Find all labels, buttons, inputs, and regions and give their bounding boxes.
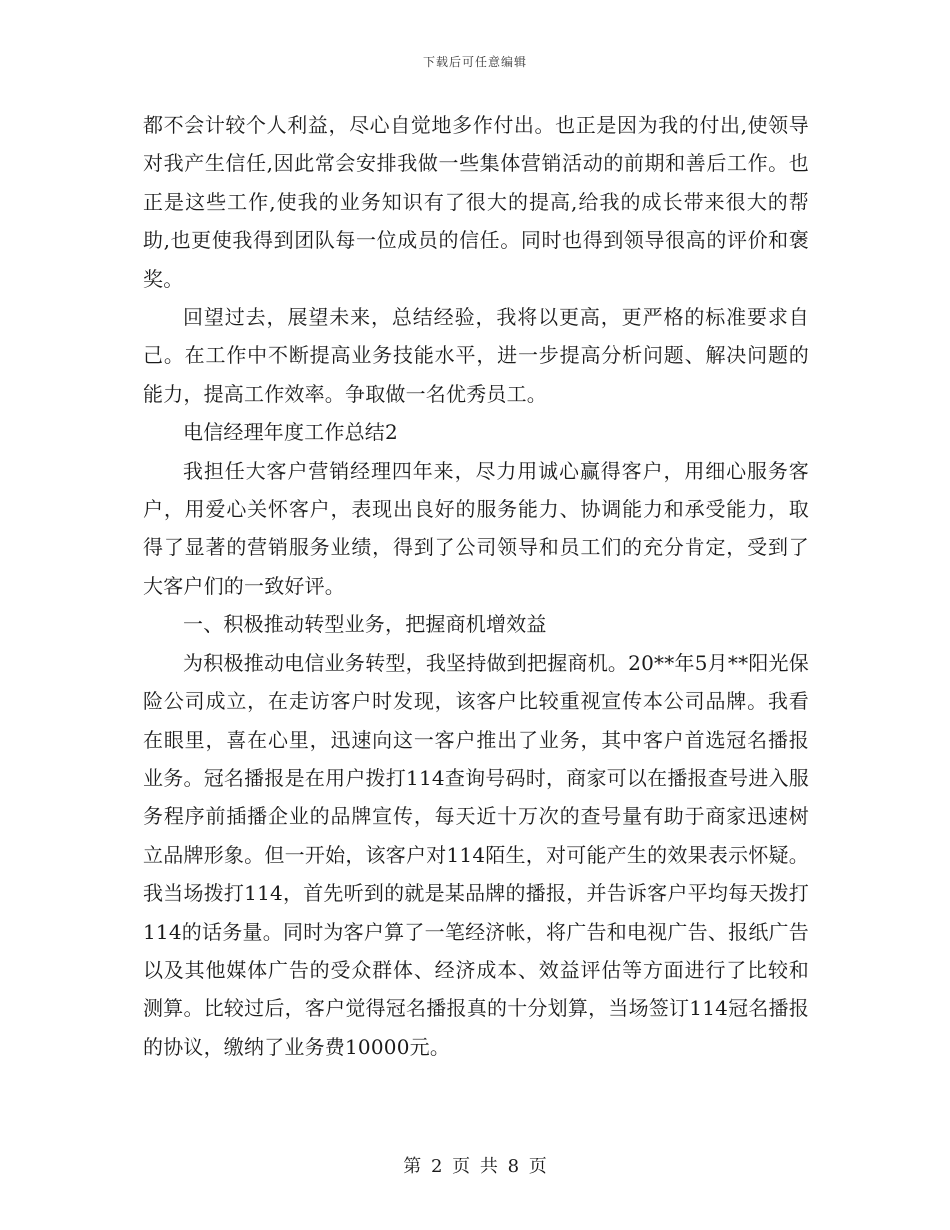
section-title: 电信经理年度工作总结2 <box>183 420 398 445</box>
paragraph-continuation: 都不会计较个人利益，尽心自觉地多作付出。也正是因为我的付出,使领导对我产生信任,因此常会安排我做一些集体营销活动的前期和善后工作。也正是这些工作,使我的业务知识有了很大的提高,给我的成长带来很大的帮助,也更使我得到团队每一位成员的信任。同时也得到领导很高的评价和褒奖。 <box>143 113 809 291</box>
paragraph-review: 回望过去，展望未来，总结经验，我将以更高，更严格的标准要求自己。在工作中不断提高业务技能水平，进一步提高分析问题、解决问题的能力，提高工作效率。争取做一名优秀员工。 <box>143 305 809 406</box>
page-header-note: 下载后可任意编辑 <box>422 55 527 69</box>
paragraph-business: 为积极推动电信业务转型，我坚持做到把握商机。20**年5月**阳光保险公司成立，在走访客户时发现，该客户比较重视宣传本公司品牌。我看在眼里，喜在心里，迅速向这一客户推出了业务，其中客户首选冠名播报业务。冠名播报是在用户拨打114查询号码时，商家可以在播报查号进入服务程序前插播企业的品牌宣传，每天近十万次的查号量有助于商家迅速树立品牌形象。但一开始，该客户对114陌生，对可能产生的效果表示怀疑。我当场拨打114，首先听到的就是某品牌的播报，并告诉客户平均每天拨打114的话务量。同时为客户算了一笔经济帐，将广告和电视广告、报纸广告以及其他媒体广告的受众群体、经济成本、效益评估等方面进行了比较和测算。比较过后，客户觉得冠名播报真的十分划算，当场签订114冠名播报的协议，缴纳了业务费10000元。 <box>143 650 809 1059</box>
paragraph-intro: 我担任大客户营销经理四年来，尽力用诚心赢得客户，用细心服务客户，用爱心关怀客户，表现出良好的服务能力、协调能力和承受能力，取得了显著的营销服务业绩，得到了公司领导和员工们的充分肯定，受到了大客户们的一致好评。 <box>143 458 809 598</box>
section-heading-one: 一、积极推动转型业务，把握商机增效益 <box>183 612 547 637</box>
page-number: 第 2 页 共 8 页 <box>403 1156 547 1177</box>
document-body <box>143 106 809 1066</box>
